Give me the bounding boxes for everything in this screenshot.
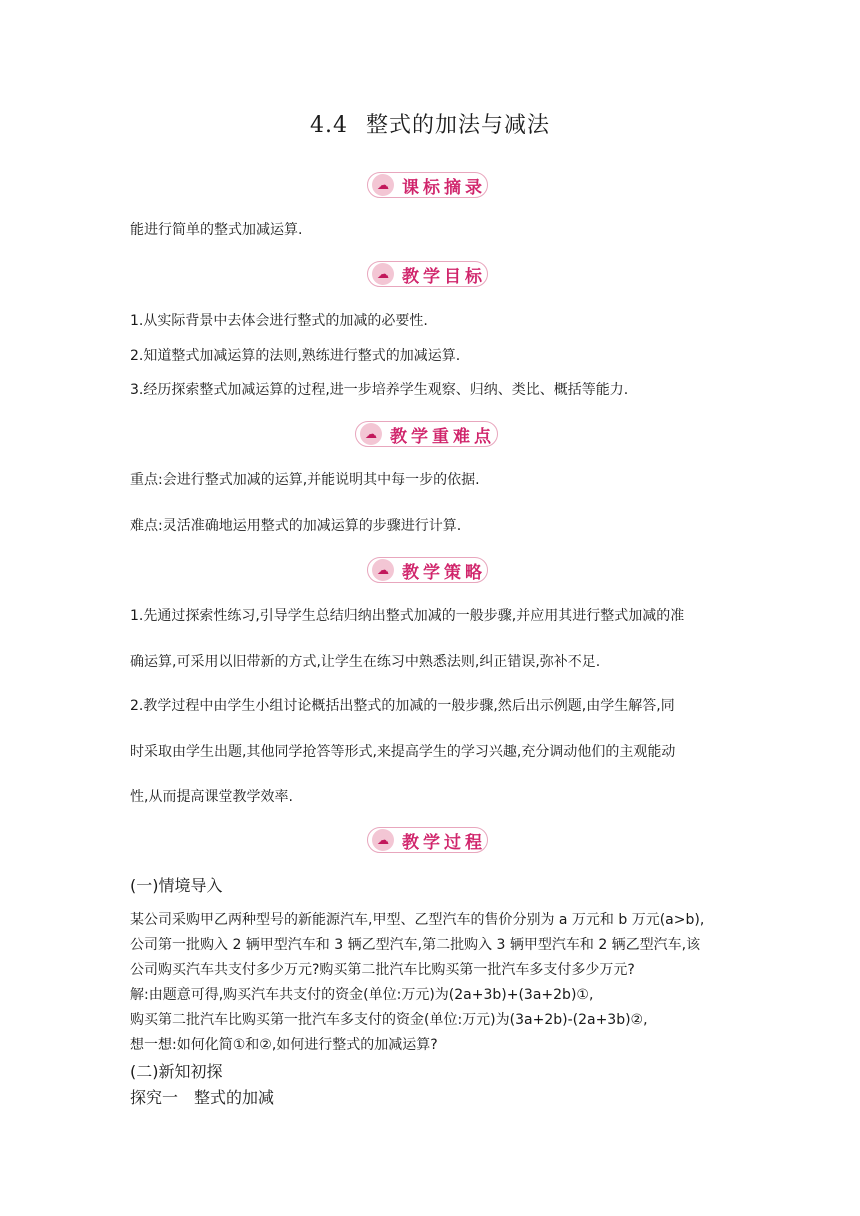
section-number: 4.4 bbox=[309, 113, 348, 138]
badge-label: 教学策略 bbox=[402, 562, 486, 583]
scenario-line: 想一想:如何化简①和②,如何进行整式的加减运算? bbox=[130, 1037, 438, 1053]
section-heading: (一)情境导入 bbox=[130, 876, 223, 895]
strategy-line: 时采取由学生出题,其他同学抢答等形式,来提高学生的学习兴趣,充分调动他们的主观能动 bbox=[130, 744, 676, 760]
book-icon: ☁ bbox=[372, 559, 394, 581]
subsection-heading: 探究一 整式的加减 bbox=[130, 1088, 275, 1107]
badge-label: 课标摘录 bbox=[402, 177, 486, 198]
scenario-line: 公司第一批购入 2 辆甲型汽车和 3 辆乙型汽车,第二批购入 3 辆甲型汽车和 2 辆乙型汽车,该 bbox=[130, 937, 701, 953]
page-title bbox=[0, 108, 860, 139]
book-icon: ☁ bbox=[372, 829, 394, 851]
scenario-text bbox=[130, 908, 740, 1058]
scenario-line: 购买第二批汽车比购买第一批汽车多支付的资金(单位:万元)为(3a+2b)-(2a+3b)②, bbox=[130, 1012, 648, 1028]
badge-curriculum-excerpt bbox=[367, 172, 488, 198]
badge-label: 教学过程 bbox=[402, 832, 486, 853]
goal-item: 3.经历探索整式加减运算的过程,进一步培养学生观察、归纳、类比、概括等能力. bbox=[130, 382, 629, 398]
scenario-line: 某公司采购甲乙两种型号的新能源汽车,甲型、乙型汽车的售价分别为 a 万元和 b 万元(a>b), bbox=[130, 912, 705, 928]
scenario-line: 公司购买汽车共支付多少万元?购买第二批汽车比购买第一批汽车多支付多少万元? bbox=[130, 962, 635, 978]
goal-item: 1.从实际背景中去体会进行整式的加减的必要性. bbox=[130, 313, 428, 329]
goal-item: 2.知道整式加减运算的法则,熟练进行整式的加减运算. bbox=[130, 348, 461, 364]
badge-teaching-goals bbox=[367, 261, 488, 287]
scenario-line: 解:由题意可得,购买汽车共支付的资金(单位:万元)为(2a+3b)+(3a+2b)①, bbox=[130, 987, 594, 1003]
badge-label: 教学目标 bbox=[402, 266, 486, 287]
book-icon: ☁ bbox=[372, 263, 394, 285]
book-icon: ☁ bbox=[372, 174, 394, 196]
strategy-line: 性,从而提高课堂教学效率. bbox=[130, 789, 293, 805]
badge-key-difficulties bbox=[355, 421, 498, 447]
badge-teaching-process bbox=[367, 827, 488, 853]
badge-label: 教学重难点 bbox=[390, 426, 495, 447]
section-heading: (二)新知初探 bbox=[130, 1062, 223, 1081]
strategy-line: 1.先通过探索性练习,引导学生总结归纳出整式加减的一般步骤,并应用其进行整式加减的准 bbox=[130, 608, 685, 624]
book-icon: ☁ bbox=[360, 423, 382, 445]
difficulty-point: 难点:灵活准确地运用整式的加减运算的步骤进行计算. bbox=[130, 518, 462, 534]
section-title: 整式的加法与减法 bbox=[365, 113, 550, 138]
strategy-line: 确运算,可采用以旧带新的方式,让学生在练习中熟悉法则,纠正错误,弥补不足. bbox=[130, 654, 601, 670]
badge-teaching-strategy bbox=[367, 557, 488, 583]
key-point: 重点:会进行整式加减的运算,并能说明其中每一步的依据. bbox=[130, 472, 480, 488]
strategy-line: 2.教学过程中由学生小组讨论概括出整式的加减的一般步骤,然后出示例题,由学生解答,同 bbox=[130, 698, 675, 714]
excerpt-text: 能进行简单的整式加减运算. bbox=[130, 222, 303, 238]
